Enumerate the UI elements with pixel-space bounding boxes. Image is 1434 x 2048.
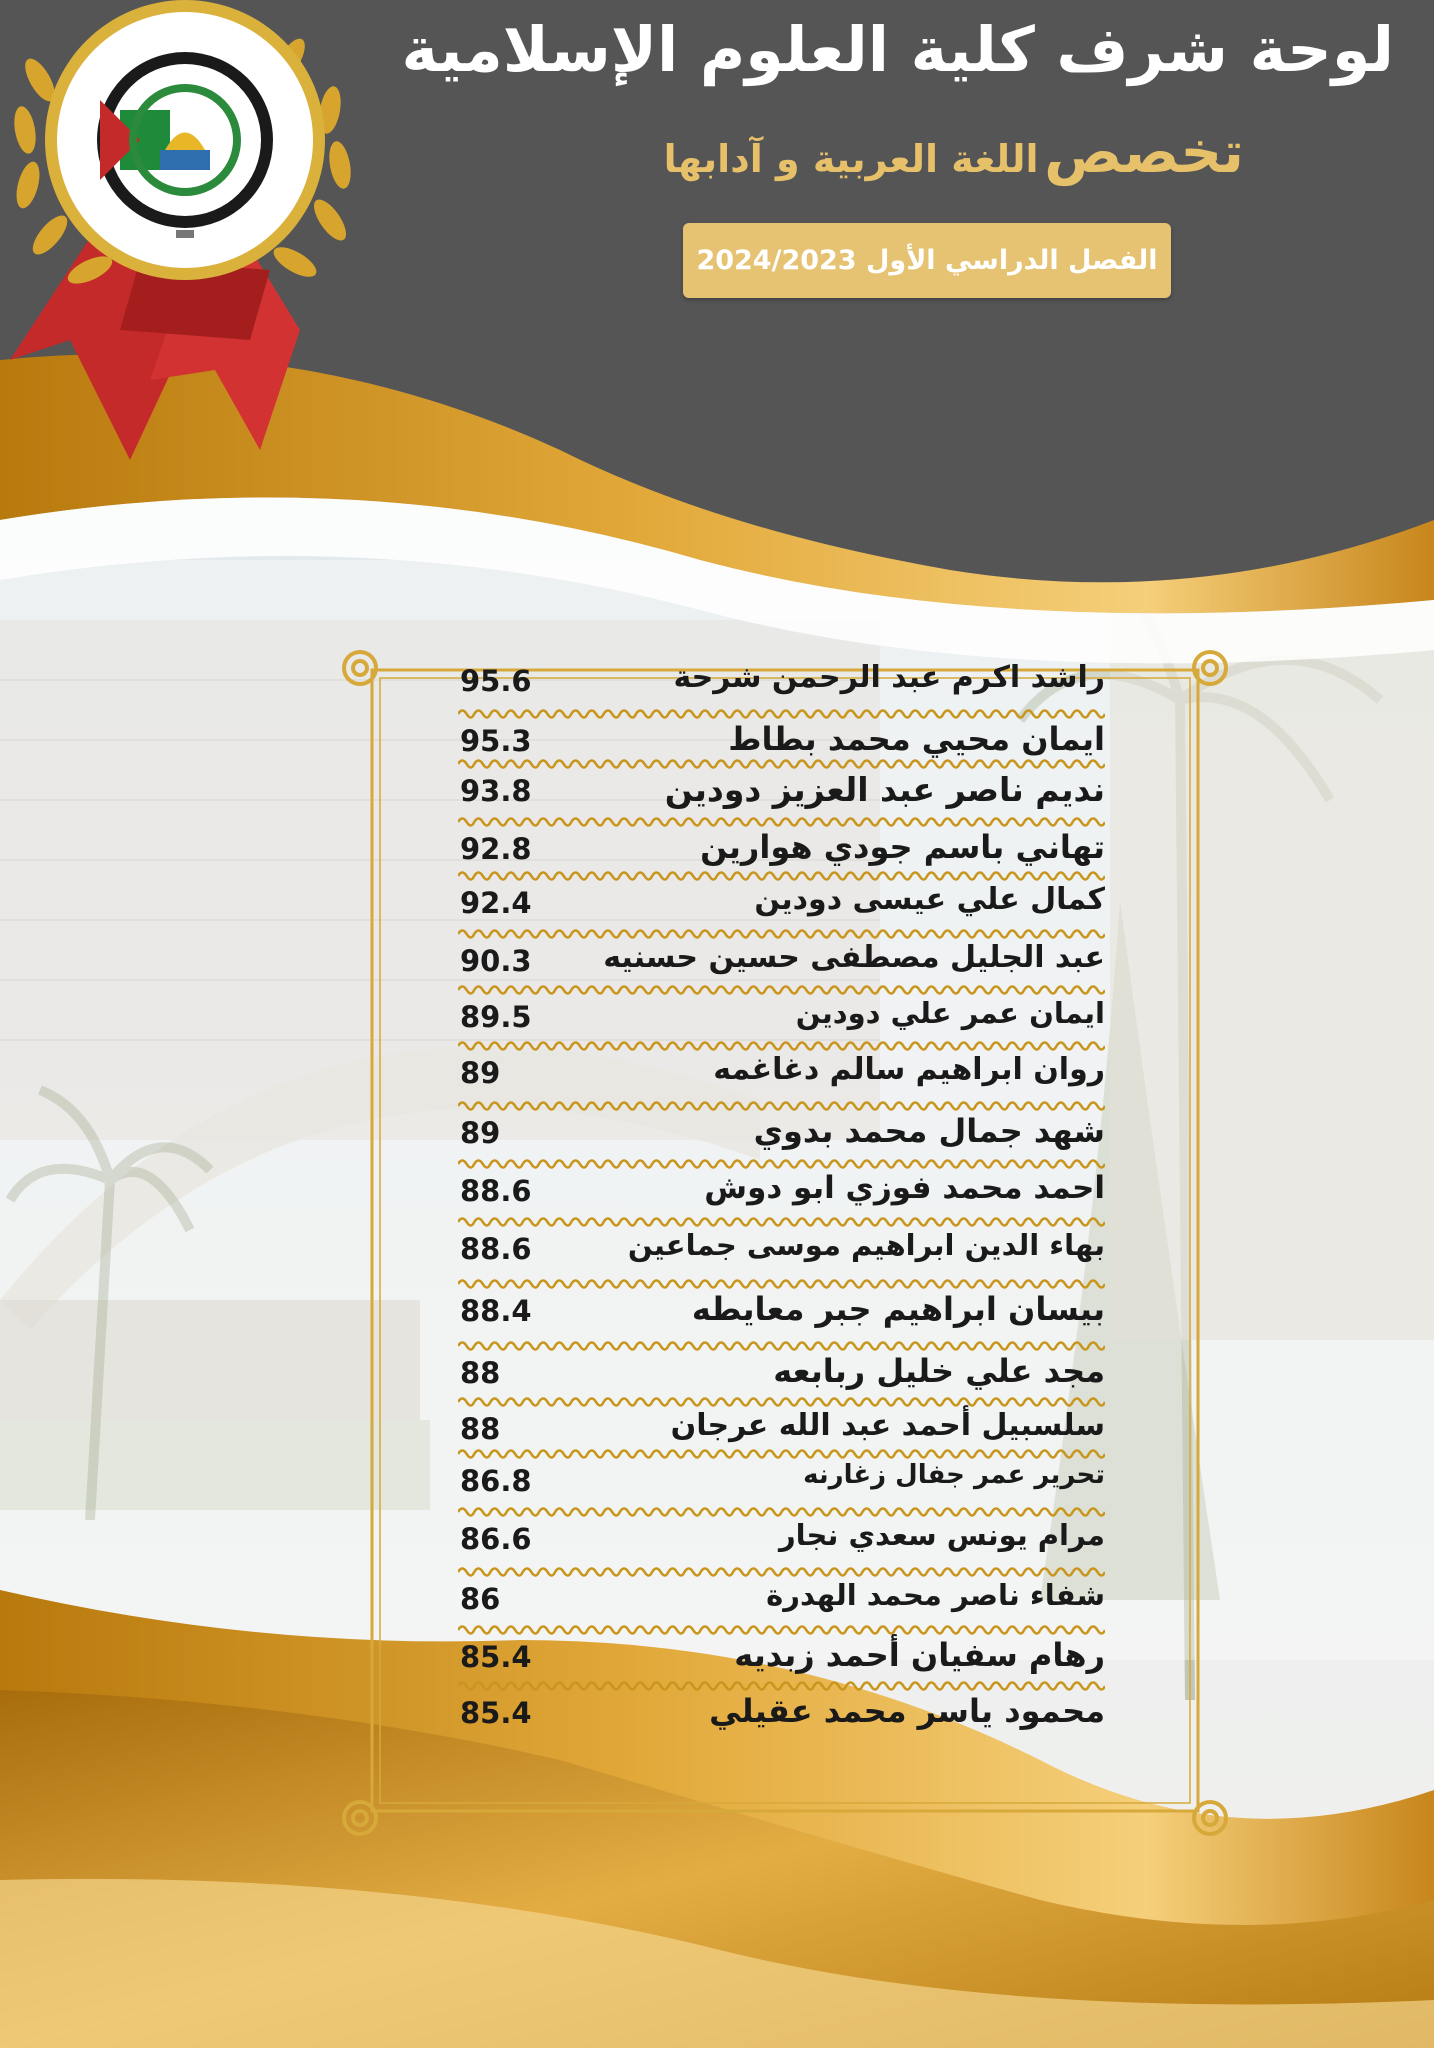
- subtitle-major-name: اللغة العربية و آدابها: [663, 137, 1039, 181]
- row-divider-ornament: [458, 1394, 1105, 1408]
- student-score: 90.3: [460, 944, 532, 978]
- student-name: ايمان عمر علي دودين: [795, 996, 1105, 1030]
- student-score: 86.6: [460, 1522, 532, 1556]
- student-name: راشد اكرم عبد الرحمن شرحة: [673, 660, 1105, 695]
- row-divider-ornament: [458, 1156, 1105, 1170]
- subtitle-lead: تخصص: [1044, 118, 1244, 186]
- honor-row: [440, 828, 1105, 884]
- student-score: 88: [460, 1412, 501, 1446]
- row-divider-ornament: [458, 814, 1105, 828]
- honor-row: [440, 996, 1105, 1052]
- major-subtitle: [444, 115, 1244, 190]
- row-divider-ornament: [458, 1504, 1105, 1518]
- honor-row: [440, 1578, 1105, 1634]
- row-divider-ornament: [458, 1564, 1105, 1578]
- student-score: 88.6: [460, 1232, 532, 1266]
- honor-row: [440, 1228, 1105, 1284]
- student-score: 85.4: [460, 1640, 532, 1674]
- student-score: 89.5: [460, 1000, 532, 1034]
- student-score: 89: [460, 1116, 501, 1150]
- student-name: تحرير عمر جفال زغارنه: [803, 1460, 1105, 1490]
- student-score: 95.6: [460, 664, 532, 698]
- honor-row: [440, 720, 1105, 776]
- honor-row: [440, 1170, 1105, 1226]
- student-name: احمد محمد فوزي ابو دوش: [704, 1170, 1105, 1206]
- row-divider-ornament: [458, 1038, 1105, 1052]
- student-score: 88.4: [460, 1294, 532, 1328]
- honor-row: [440, 1636, 1105, 1692]
- student-score: 88: [460, 1356, 501, 1390]
- honor-row: [440, 1052, 1105, 1108]
- semester-badge: الفصل الدراسي الأول 2024/2023: [683, 223, 1171, 298]
- student-name: عبد الجليل مصطفى حسين حسنيه: [603, 940, 1105, 975]
- honor-row: [440, 1290, 1105, 1346]
- student-score: 92.4: [460, 886, 532, 920]
- row-divider-ornament: [458, 706, 1105, 720]
- honor-row: [440, 770, 1105, 826]
- student-score: 95.3: [460, 724, 532, 758]
- row-divider-ornament: [458, 1098, 1105, 1112]
- page-title: لوحة شرف كلية العلوم الإسلامية: [401, 13, 1394, 86]
- student-score: 86: [460, 1582, 501, 1616]
- student-name: رهام سفيان أحمد زبديه: [734, 1636, 1105, 1674]
- student-name: محمود ياسر محمد عقيلي: [709, 1692, 1105, 1730]
- student-name: مرام يونس سعدي نجار: [778, 1518, 1105, 1552]
- honor-row: [440, 1460, 1105, 1516]
- student-name: نديم ناصر عبد العزيز دودين: [664, 770, 1105, 809]
- student-name: كمال علي عيسى دودين: [754, 882, 1105, 917]
- honor-row: [440, 1692, 1105, 1748]
- student-name: سلسبيل أحمد عبد الله عرجان: [670, 1408, 1105, 1443]
- row-divider-ornament: [458, 982, 1105, 996]
- student-name: ايمان محيي محمد بطاط: [728, 720, 1105, 758]
- honor-row: [440, 940, 1105, 996]
- student-score: 88.6: [460, 1174, 532, 1208]
- row-divider-ornament: [458, 1338, 1105, 1352]
- row-divider-ornament: [458, 1214, 1105, 1228]
- student-name: شفاء ناصر محمد الهدرة: [766, 1578, 1105, 1612]
- student-name: مجد علي خليل ربابعه: [773, 1352, 1105, 1390]
- honor-row: [440, 1518, 1105, 1574]
- student-name: بهاء الدين ابراهيم موسى جماعين: [627, 1228, 1105, 1262]
- student-score: 89: [460, 1056, 501, 1090]
- student-name: بيسان ابراهيم جبر معايطه: [691, 1290, 1105, 1328]
- row-divider-ornament: [458, 1622, 1105, 1636]
- row-divider-ornament: [458, 1446, 1105, 1460]
- honor-row: [440, 1112, 1105, 1168]
- honor-row: [440, 1352, 1105, 1408]
- honor-row: [440, 882, 1105, 938]
- student-score: 92.8: [460, 832, 532, 866]
- row-divider-ornament: [458, 756, 1105, 770]
- row-divider-ornament: [458, 1276, 1105, 1290]
- student-score: 93.8: [460, 774, 532, 808]
- row-divider-ornament: [458, 1678, 1105, 1692]
- honor-row: [440, 1408, 1105, 1464]
- student-score: 86.8: [460, 1464, 532, 1498]
- college-seal-logo: [0, 0, 390, 470]
- student-name: تهاني باسم جودي هوارين: [700, 828, 1105, 866]
- honor-row: [440, 660, 1105, 716]
- student-name: روان ابراهيم سالم دغاغمه: [713, 1052, 1105, 1087]
- row-divider-ornament: [458, 926, 1105, 940]
- row-divider-ornament: [458, 868, 1105, 882]
- student-score: 85.4: [460, 1696, 532, 1730]
- student-name: شهد جمال محمد بدوي: [753, 1112, 1105, 1150]
